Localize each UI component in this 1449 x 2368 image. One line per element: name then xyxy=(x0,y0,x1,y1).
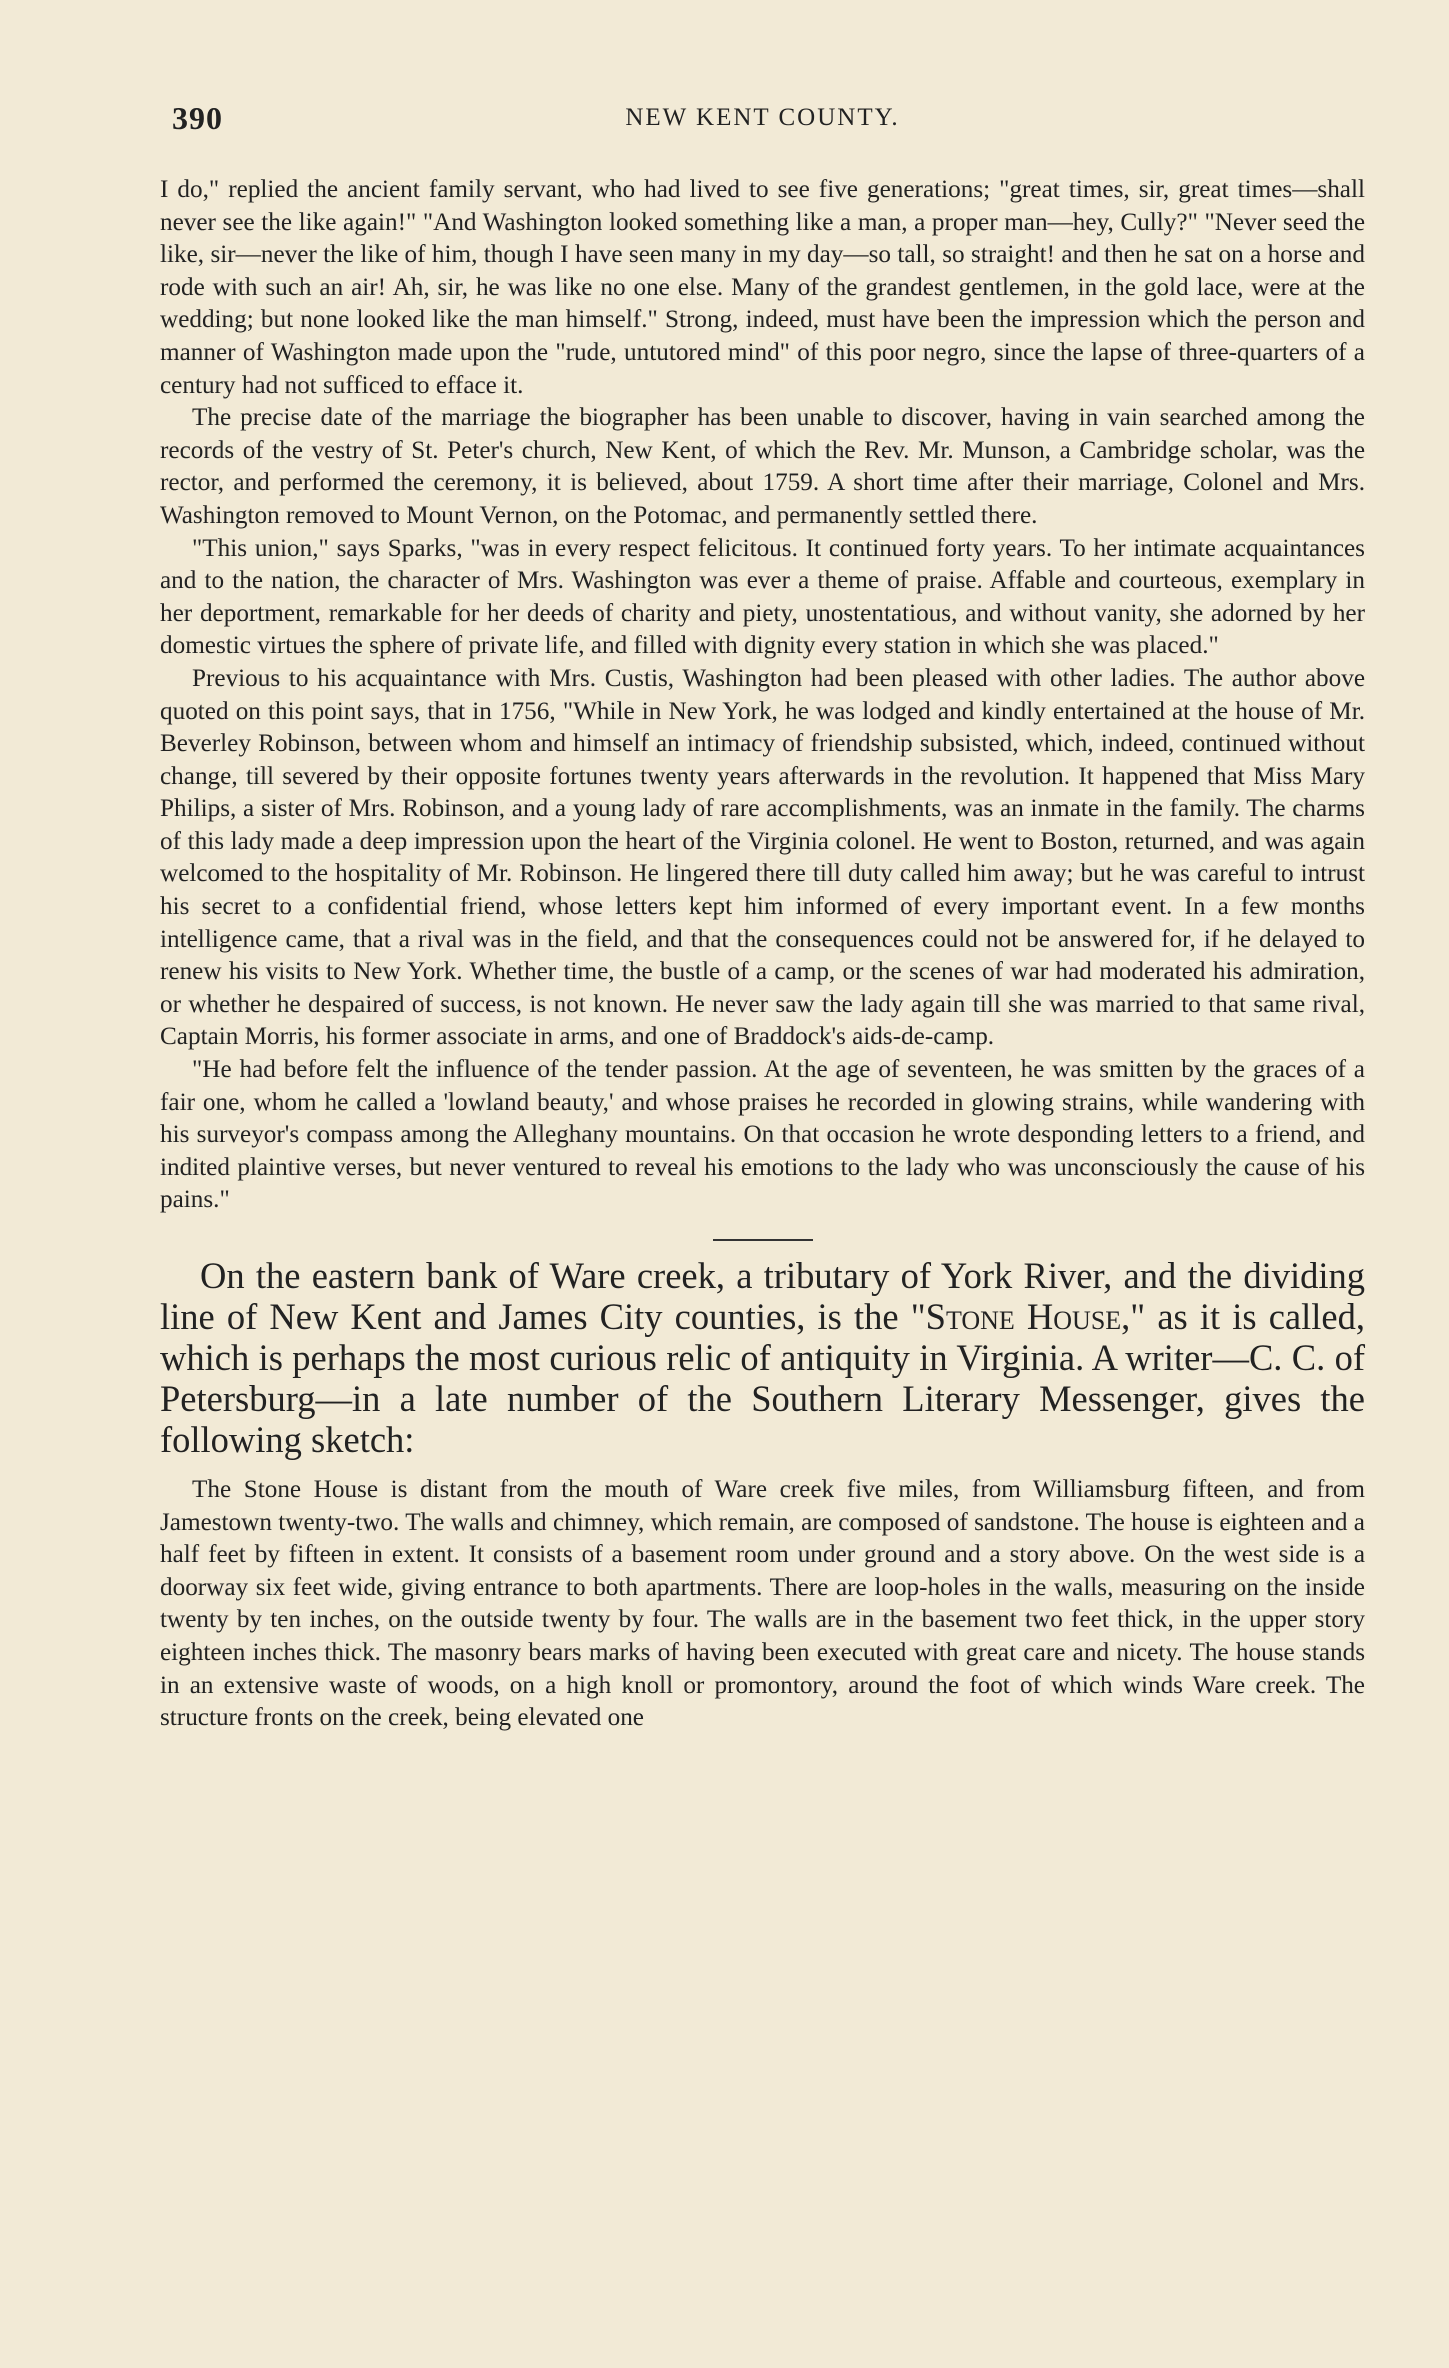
lead-text-before: On the eastern bank of Ware creek, a tributary of York River, and the dividing line of New Kent and James City counties, is the " xyxy=(160,1255,1365,1337)
paragraph-tender-passion: "He had before felt the influence of the tender passion. At the age of seventeen, he was smitten by the graces of a fair one, whom he called a 'lowland beauty,' and whose praises he recorded in glowing strains, while wandering with his surveyor's compass among the Alleghany mountains. On that occasion he wrote desponding letters to a friend, and indited plaintive verses, but never ventured to reveal his emotions to the lady who was unconsciously the cause of his pains." xyxy=(160,1056,1365,1214)
lead-stone-house-title: Stone House xyxy=(925,1296,1122,1337)
paragraph-servant-quote: I do," replied the ancient family servant, who had lived to see five generations; "great times, sir, great times—shall never see the like again!" "And Washington looked something like a man, a proper man—hey, Cully?" "Never seed the like, sir—never the like of him, though I have seen many in my day—so tall, so straight! and then he sat on a horse and rode with such an air! Ah, sir, he was like no one else. Many of the grandest gentlemen, in the gold lace, were at the wedding; but none looked like the man himself." Strong, indeed, must have been the impression which the person and manner of Washington made upon the "rude, untutored mind" of this poor negro, since the lapse of three-quarters of a century had not sufficed to efface it. xyxy=(160,176,1365,399)
section-divider xyxy=(713,1239,813,1241)
lead-paragraph-stone-house xyxy=(160,1255,1365,1460)
book-page xyxy=(160,96,1365,1735)
paragraph-stone-house-description: The Stone House is distant from the mouth of Ware creek five miles, from Williamsburg fifteen, and from Jamestown twenty-two. The walls and chimney, which remain, are composed of sandstone. The house is eighteen and a half feet by fifteen in extent. It consists of a basement room under ground and a story above. On the west side is a doorway six feet wide, giving entrance to both apartments. There are loop-holes in the walls, measuring on the inside twenty by ten inches, on the outside twenty by four. The walls are in the basement two feet thick, in the upper story eighteen inches thick. The masonry bears marks of having been executed with great care and nicety. The house stands in an extensive waste of woods, on a high knoll or promontory, around the foot of which winds Ware creek. The structure fronts on the creek, being elevated one xyxy=(160,1476,1365,1732)
running-title: NEW KENT COUNTY. xyxy=(625,104,900,131)
lead-text-after: ," as it is called, which is perhaps the most curious relic of antiquity in Virginia. A writer—C. C. of Petersburg—in a late number of the Southern Literary Messenger, gives the following sketch: xyxy=(160,1296,1365,1460)
page-header xyxy=(160,96,1365,136)
paragraph-other-ladies: Previous to his acquaintance with Mrs. Custis, Washington had been pleased with other ladies. The author above quoted on this point says, that in 1756, "While in New York, he was lodged and kindly entertained at the house of Mr. Beverley Robinson, between whom and himself an intimacy of friendship subsisted, which, indeed, continued without change, till severed by their opposite fortunes twenty years afterwards in the revolution. It happened that Miss Mary Philips, a sister of Mrs. Robinson, and a young lady of rare accomplishments, was an inmate in the family. The charms of this lady made a deep impression upon the heart of the Virginia colonel. He went to Boston, returned, and was again welcomed to the hospitality of Mr. Robinson. He lingered there till duty called him away; but he was careful to intrust his secret to a confidential friend, whose letters kept him informed of every important event. In a few months intelligence came, that a rival was in the field, and that the consequences could not be answered for, if he delayed to renew his visits to New York. Whether time, the bustle of a camp, or the scenes of war had moderated his admiration, or whether he despaired of success, is not known. He never saw the lady again till she was married to that same rival, Captain Morris, his former associate in arms, and one of Braddock's aids-de-camp. xyxy=(160,664,1365,1051)
page-number: 390 xyxy=(172,100,223,136)
paragraph-marriage-date: The precise date of the marriage the biographer has been unable to discover, having in vain searched among the records of the vestry of St. Peter's church, New Kent, of which the Rev. Mr. Munson, a Cambridge scholar, was the rector, and performed the ceremony, it is believed, about 1759. A short time after their marriage, Colonel and Mrs. Washington removed to Mount Vernon, on the Potomac, and permanently settled there. xyxy=(160,404,1365,529)
paragraph-sparks-quote: "This union," says Sparks, "was in every respect felicitous. It continued forty years. To her intimate acquaintances and to the nation, the character of Mrs. Washington was ever a theme of praise. Affable and courteous, exemplary in her deportment, remarkable for her deeds of charity and piety, unostentatious, and without vanity, she adorned by her domestic virtues the sphere of private life, and filled with dignity every station in which she was placed." xyxy=(160,534,1365,660)
